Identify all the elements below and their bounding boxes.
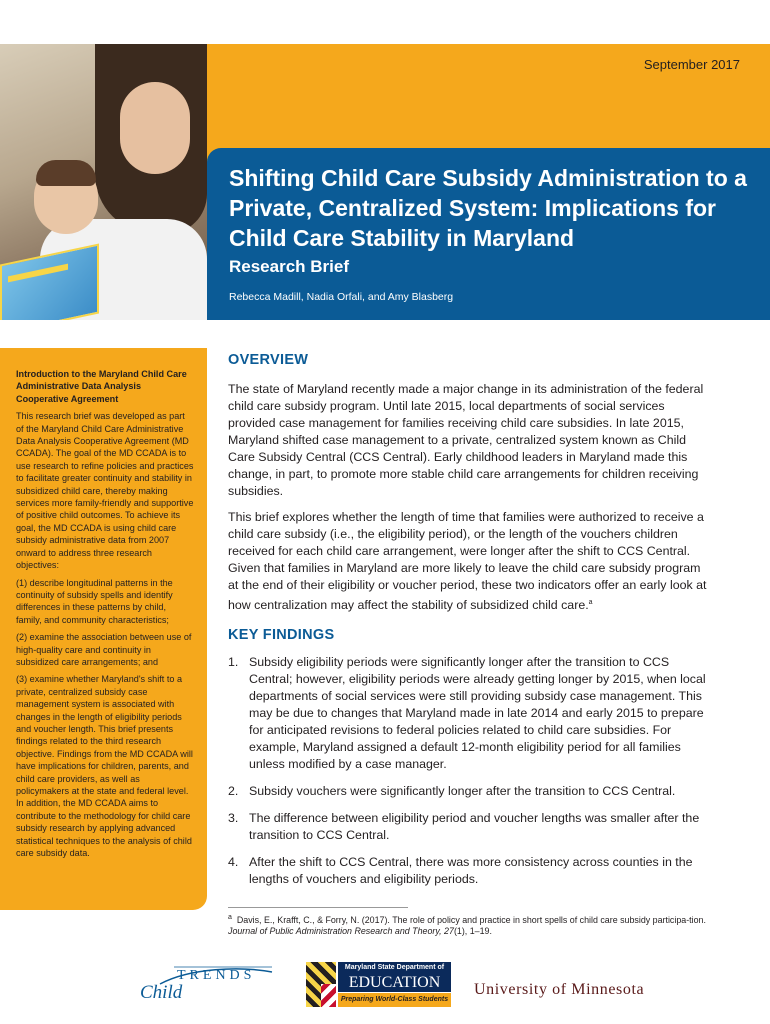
umn-logo: University of Minnesota	[474, 981, 645, 998]
intro-sidebar	[0, 348, 207, 910]
overview-paragraph: The state of Maryland recently made a major change in its administration of the federal child care subsidy program. Until late 2015, local departments of social services provided case management for families receiving child care subsidies. In late 2015, Maryland shifted case management to a private, centralized system known as Child Care Subsidy Central (CCS Central). Early childhood leaders in Maryland made this change, in part, to promote more stable child care arrangements for children receiving subsidies.	[228, 382, 704, 498]
list-item: 1. Subsidy eligibility periods were significantly longer after the transition to CCS Central; however, eligibility periods were already getting longer by 2015, when local departments of social services were still providing subsidy case management. This may be due to changes that Maryland made in late 2014 and early 2015 to prepare for anticipated revisions to federal policies related to child care subsidies. For example, Maryland assigned a default 12-month eligibility period for all families unless modified by a case manager.	[228, 655, 706, 772]
msde-logo: Maryland State Department of EDUCATION Preparing World-Class Students	[306, 962, 451, 1007]
publication-date: September 2017	[643, 57, 740, 72]
sidebar-paragraph: This research brief was developed as part of the Maryland Child Care Administrative Data Analysis Cooperative Agreement (MD CCADA). The goal of the MD CCADA is to use research to refine policies and practices to facilitate greater continuity and stability in subsidized child care, thereby making services more family-friendly and supportive of positive child outcomes. To achieve its goal, the MD CCADA is using child care subsidy administrative data from 2007 onward to address three research objectives:	[16, 411, 194, 571]
footnote-divider	[228, 907, 408, 908]
sidebar-paragraph: (3) examine whether Maryland's shift to a private, centralized subsidy case management system is associated with changes in the length of eligibility periods and voucher length. This brief presents findings related to the third research objective. Findings from the MD CCADA will have implications for children, parents, and child care providers, as well as policymakers at the state and federal level. In addition, the MD CCADA aims to contribute to the methodology for child care subsidy research by applying advanced statistical techniques to the analysis of child care subsidy data.	[16, 674, 193, 859]
authors: Rebecca Madill, Nadia Orfali, and Amy Blasberg	[229, 291, 454, 303]
findings-heading: KEY FINDINGS	[228, 627, 335, 644]
page-subtitle: Research Brief	[229, 257, 350, 276]
sidebar-paragraph: (1) describe longitudinal patterns in the continuity of subsidy spells and identify differences in these patterns by child, family, and community characteristics;	[16, 577, 173, 625]
overview-heading: OVERVIEW	[228, 352, 309, 368]
main-content	[228, 352, 708, 888]
sidebar-paragraph: (2) examine the association between use of high-quality care and continuity in subsidized care arrangements; and	[16, 632, 192, 667]
footnote: $^a$ Davis, E., Krafft, C., & Forry, N. (2017). The role of policy and practice in short spells of child care subsidy participa-tion. Journal of Public Administration Research and Theory, 27(1), 1–19.	[228, 914, 706, 937]
overview-paragraph: This brief explores whether the length of time that families were authorized to receive a child care subsidy (i.e., the eligibility period), or the length of the vouchers children received for each child care arrangement, were longer after the shift to CCS Central. Given that families in Maryland are more likely to leave the child care subsidy program at the end of their eligibility or voucher period, these two indicators offer an early look at how centralization may affect the stability of subsidized child care.$^a$	[228, 510, 707, 613]
page-title: Shifting Child Care Subsidy Administration to a Private, Centralized System: Implications for Child Care Stability in Maryland	[229, 165, 747, 251]
footnote-marker: a	[588, 599, 593, 606]
sidebar-title: Introduction to the Maryland Child Care Administrative Data Analysis Cooperative Agreement	[16, 369, 187, 404]
list-item: 3. The difference between eligibility period and voucher lengths was smaller after the transition to CCS Central.	[228, 811, 700, 843]
list-item: 2. Subsidy vouchers were significantly longer after the transition to CCS Central.	[228, 784, 676, 799]
findings-list	[228, 654, 708, 888]
list-item: 4. After the shift to CCS Central, there was more consistency across counties in the lengths of vouchers and eligibility periods.	[228, 855, 693, 887]
child-trends-logo: TRENDS Child	[130, 966, 275, 1006]
cover-photo	[0, 44, 207, 320]
